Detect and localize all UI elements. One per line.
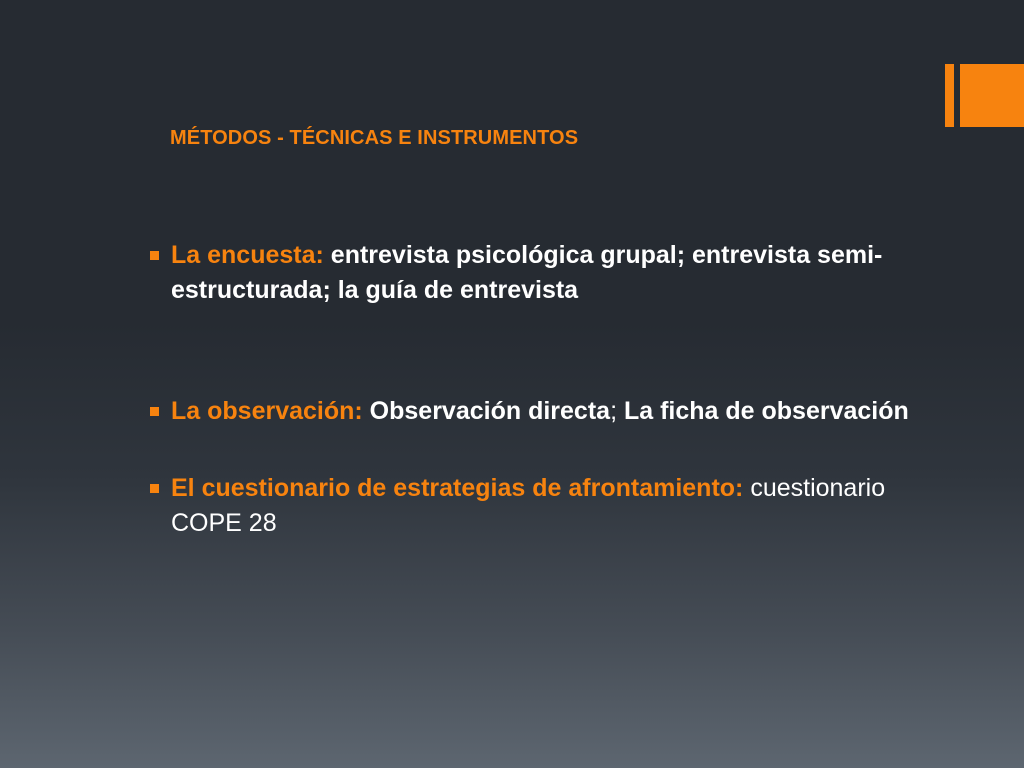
bullet-item-cuestionario: [150, 471, 940, 541]
square-bullet-icon: [150, 484, 159, 493]
bullet-text: Observación directa: [362, 397, 611, 425]
square-bullet-icon: [150, 251, 159, 260]
bullet-item-observacion: [150, 394, 940, 429]
bullet-list: [150, 238, 940, 541]
bullet-lead: El cuestionario de estrategias de afrontamiento:: [171, 474, 744, 502]
accent-bar-thick: [960, 64, 1024, 127]
bullet-lead: La observación:: [171, 397, 363, 425]
slide-title: MÉTODOS - TÉCNICAS E INSTRUMENTOS: [170, 127, 579, 149]
bullet-text: entrevista psicológica grupal; entrevista semi-estructurada; la guía de entrevista: [171, 241, 883, 304]
square-bullet-icon: [150, 407, 159, 416]
bullet-separator: ;: [610, 397, 618, 425]
bullet-text: La ficha de observación: [617, 397, 909, 425]
bullet-text: cuestionario COPE 28: [171, 474, 886, 537]
accent-bar-thin: [945, 64, 954, 127]
bullet-item-encuesta: [150, 238, 940, 308]
bullet-lead: La encuesta:: [171, 241, 324, 269]
